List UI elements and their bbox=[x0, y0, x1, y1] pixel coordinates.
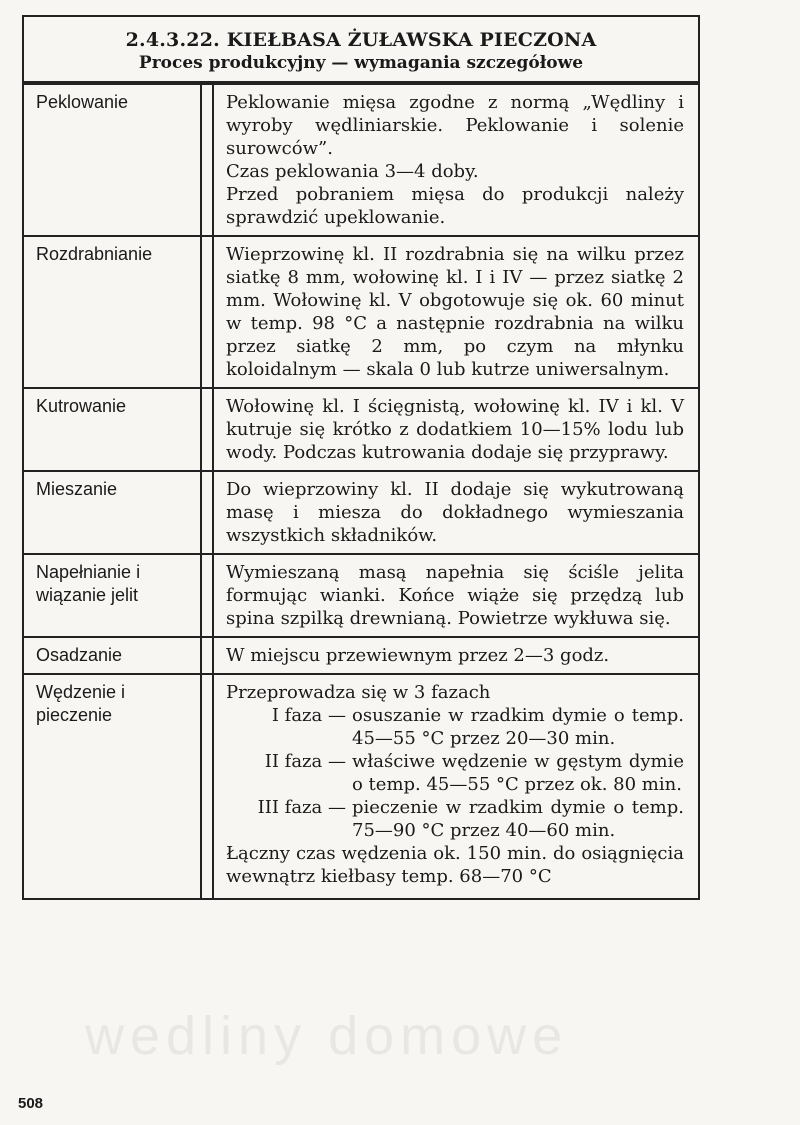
content-line: Wymieszaną masą napełnia się ściśle jelita formując wianki. Końce wiąże się przędzą lub spina szpilką drewnianą. Powietrze wykłuwa się. bbox=[226, 562, 684, 629]
content-line: Do wieprzowiny kl. II dodaje się wykutrowaną masę i miesza do dokładnego wymieszania wszystkich składników. bbox=[226, 479, 684, 546]
column-divider bbox=[202, 237, 214, 387]
row-content bbox=[214, 638, 698, 673]
smoking-phase bbox=[226, 704, 684, 750]
process-table bbox=[22, 15, 700, 900]
column-divider bbox=[202, 555, 214, 636]
phase-text: właściwe wędzenie w gęstym dymie o temp. 45—55 °C przez ok. 80 min. bbox=[352, 751, 684, 795]
row-content bbox=[214, 675, 698, 898]
column-divider bbox=[202, 472, 214, 553]
smoking-phase bbox=[226, 796, 684, 842]
row-content bbox=[214, 555, 698, 636]
section-subtitle: Proces produkcyjny — wymagania szczegółowe bbox=[138, 53, 584, 73]
table-row-peklowanie bbox=[24, 83, 698, 235]
content-line: Czas peklowania 3—4 doby. bbox=[226, 161, 479, 182]
table-row-mieszanie bbox=[24, 470, 698, 553]
column-divider bbox=[202, 638, 214, 673]
content-line: Przed pobraniem mięsa do produkcji należy sprawdzić upeklowanie. bbox=[226, 184, 684, 228]
watermark: wedliny domowe bbox=[85, 1006, 569, 1066]
row-label: Osadzanie bbox=[24, 638, 202, 673]
row-label: Wędzenie i pieczenie bbox=[24, 675, 202, 898]
phase-text: osuszanie w rzadkim dymie o temp. 45—55 °C przez 20—30 min. bbox=[352, 705, 684, 749]
content-line: Peklowanie mięsa zgodne z normą „Wędliny i wyroby wędliniarskie. Peklowanie i solenie surowców”. bbox=[226, 92, 684, 159]
section-title: 2.4.3.22. KIEŁBASA ŻUŁAWSKA PIECZONA bbox=[125, 29, 597, 51]
table-row-wedzenie bbox=[24, 673, 698, 898]
content-line: Wołowinę kl. I ścięgnistą, wołowinę kl. IV i kl. V kutruje się krótko z dodatkiem 10—15% lodu lub wody. Podczas kutrowania dodaje się przyprawy. bbox=[226, 396, 684, 463]
row-label: Kutrowanie bbox=[24, 389, 202, 470]
phase-name: II faza — bbox=[264, 751, 346, 772]
row-label: Peklowanie bbox=[24, 85, 202, 235]
smoking-summary: Łączny czas wędzenia ok. 150 min. do osiągnięcia wewnątrz kiełbasy temp. 68—70 °C bbox=[226, 843, 684, 887]
column-divider bbox=[202, 389, 214, 470]
phase-name: III faza — bbox=[257, 797, 346, 818]
table-header bbox=[24, 17, 698, 83]
smoking-intro: Przeprowadza się w 3 fazach bbox=[226, 682, 491, 703]
table-row-rozdrabnianie bbox=[24, 235, 698, 387]
smoking-phase bbox=[226, 750, 684, 796]
row-label: Mieszanie bbox=[24, 472, 202, 553]
phase-name: I faza — bbox=[271, 705, 346, 726]
phase-text: pieczenie w rzadkim dymie o temp. 75—90 °C przez 40—60 min. bbox=[352, 797, 684, 841]
row-content bbox=[214, 85, 698, 235]
row-content bbox=[214, 472, 698, 553]
row-content bbox=[214, 389, 698, 470]
page-number: 508 bbox=[18, 1095, 44, 1112]
column-divider bbox=[202, 675, 214, 898]
row-label: Napełnianie i wiązanie jelit bbox=[24, 555, 202, 636]
content-line: Wieprzowinę kl. II rozdrabnia się na wilku przez siatkę 8 mm, wołowinę kl. I i IV — przez siatkę 2 mm. Wołowinę kl. V obgotowuje się ok. 60 minut w temp. 98 °C a następnie rozdrabnia na wilku przez siatkę 2 mm, po czym na młynku koloidalnym — skala 0 lub kutrze uniwersalnym. bbox=[226, 244, 684, 380]
row-content bbox=[214, 237, 698, 387]
column-divider bbox=[202, 85, 214, 235]
content-line: W miejscu przewiewnym przez 2—3 godz. bbox=[226, 645, 610, 666]
table-row-osadzanie bbox=[24, 636, 698, 673]
table-row-kutrowanie bbox=[24, 387, 698, 470]
row-label: Rozdrabnianie bbox=[24, 237, 202, 387]
table-row-napelnianie bbox=[24, 553, 698, 636]
